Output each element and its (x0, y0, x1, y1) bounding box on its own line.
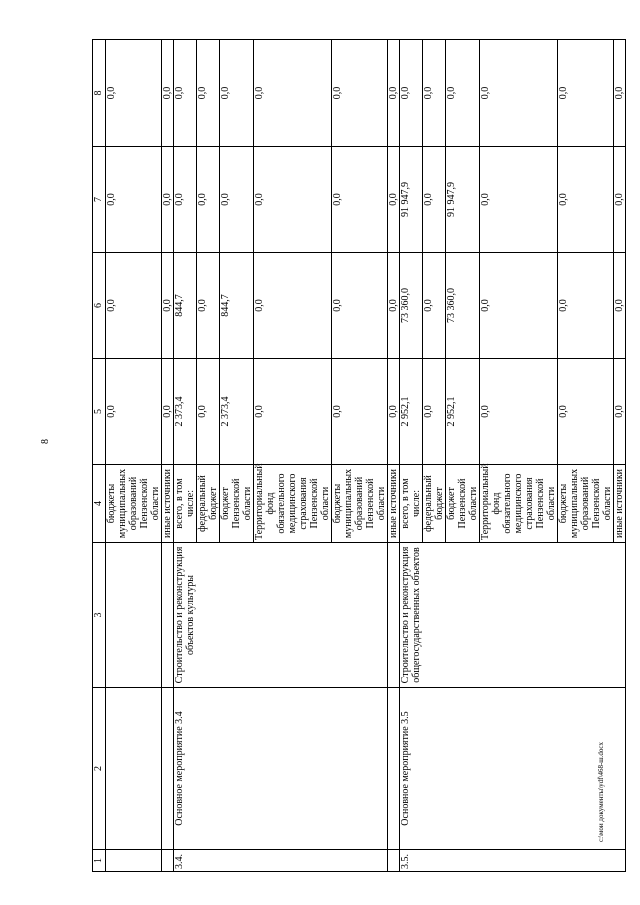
empty-cell (106, 850, 162, 872)
value-cell: 0,0 (614, 359, 626, 465)
funding-source-cell: Территориальный фонд обязательного медицинского страхования Пензенской области (254, 465, 332, 543)
footer-file-path: c:\мои документы\ydf\468-ш.docx (597, 741, 605, 842)
value-cell: 0,0 (480, 40, 558, 147)
value-cell: 0,0 (423, 147, 446, 253)
value-cell: 2 373,4 (174, 359, 197, 465)
value-cell: 844,7 (220, 253, 254, 359)
column-number: 1 (93, 850, 106, 872)
event-name-cell: Основное мероприятие 3.4 (174, 688, 388, 850)
value-cell: 0,0 (480, 253, 558, 359)
column-number: 3 (93, 543, 106, 688)
value-cell: 0,0 (254, 147, 332, 253)
funding-source-cell: бюджеты муниципальных образований Пензенской области (558, 465, 614, 543)
row-number-cell: 3.5. (400, 850, 626, 872)
value-cell: 0,0 (197, 359, 220, 465)
empty-cell (162, 543, 174, 688)
event-name-cell: Основное мероприятие 3.5 (400, 688, 626, 850)
value-cell: 0,0 (480, 359, 558, 465)
page-number: 8 (40, 439, 51, 444)
value-cell: 0,0 (162, 359, 174, 465)
funding-source-cell: иные источники (614, 465, 626, 543)
empty-cell (388, 850, 400, 872)
value-cell: 0,0 (254, 40, 332, 147)
value-cell: 2 952,1 (446, 359, 480, 465)
column-number: 2 (93, 688, 106, 850)
empty-cell (162, 688, 174, 850)
value-cell: 0,0 (558, 40, 614, 147)
value-cell: 0,0 (388, 147, 400, 253)
empty-cell (388, 543, 400, 688)
column-number: 6 (93, 253, 106, 359)
column-number-row (93, 40, 106, 872)
value-cell: 2 373,4 (220, 359, 254, 465)
funding-source-cell: бюджет Пензенской области (446, 465, 480, 543)
value-cell: 0,0 (614, 253, 626, 359)
funding-source-cell: Территориальный фонд обязательного медицинского страхования Пензенской области (480, 465, 558, 543)
column-number: 7 (93, 147, 106, 253)
value-cell: 0,0 (400, 40, 423, 147)
table-row (174, 40, 197, 872)
empty-cell (106, 688, 162, 850)
value-cell: 0,0 (388, 253, 400, 359)
value-cell: 0,0 (558, 147, 614, 253)
value-cell: 91 947,9 (446, 147, 480, 253)
value-cell: 0,0 (254, 253, 332, 359)
value-cell: 0,0 (162, 147, 174, 253)
value-cell: 0,0 (614, 40, 626, 147)
funding-source-cell: бюджеты муниципальных образований Пензенской области (106, 465, 162, 543)
funding-source-cell: всего, в том числе: (174, 465, 197, 543)
value-cell: 73 360,0 (446, 253, 480, 359)
value-cell: 0,0 (423, 359, 446, 465)
table-row (400, 40, 423, 872)
finance-table (92, 39, 626, 872)
funding-source-cell: иные источники (162, 465, 174, 543)
value-cell: 0,0 (446, 40, 480, 147)
value-cell: 0,0 (174, 40, 197, 147)
value-cell: 0,0 (388, 40, 400, 147)
value-cell: 0,0 (197, 253, 220, 359)
value-cell: 0,0 (106, 253, 162, 359)
value-cell: 0,0 (162, 40, 174, 147)
value-cell: 0,0 (388, 359, 400, 465)
row-number-cell: 3.4. (174, 850, 388, 872)
value-cell: 0,0 (332, 40, 388, 147)
value-cell: 0,0 (614, 147, 626, 253)
value-cell: 0,0 (106, 147, 162, 253)
empty-cell (106, 543, 162, 688)
event-description-cell: Строительство и реконструкция объектов культуры (174, 543, 388, 688)
funding-source-cell: бюджет Пензенской области (220, 465, 254, 543)
value-cell: 844,7 (174, 253, 197, 359)
funding-source-cell: бюджеты муниципальных образований Пензенской области (332, 465, 388, 543)
table-body (93, 40, 626, 872)
empty-cell (162, 850, 174, 872)
value-cell: 0,0 (558, 253, 614, 359)
value-cell: 0,0 (197, 147, 220, 253)
value-cell: 0,0 (162, 253, 174, 359)
table-row (162, 40, 174, 872)
value-cell: 0,0 (332, 253, 388, 359)
column-number: 8 (93, 40, 106, 147)
value-cell: 0,0 (220, 147, 254, 253)
value-cell: 0,0 (254, 359, 332, 465)
column-number: 4 (93, 465, 106, 543)
funding-source-cell: всего, в том числе: (400, 465, 423, 543)
table-row (106, 40, 162, 872)
column-number: 5 (93, 359, 106, 465)
empty-cell (388, 688, 400, 850)
value-cell: 0,0 (197, 40, 220, 147)
funding-source-cell: федеральный бюджет (423, 465, 446, 543)
value-cell: 2 952,1 (400, 359, 423, 465)
value-cell: 0,0 (106, 40, 162, 147)
funding-source-cell: иные источники (388, 465, 400, 543)
value-cell: 0,0 (332, 147, 388, 253)
value-cell: 0,0 (423, 40, 446, 147)
table-row (388, 40, 400, 872)
value-cell: 73 360,0 (400, 253, 423, 359)
value-cell: 0,0 (174, 147, 197, 253)
value-cell: 0,0 (220, 40, 254, 147)
funding-source-cell: федеральный бюджет (197, 465, 220, 543)
value-cell: 0,0 (558, 359, 614, 465)
value-cell: 0,0 (106, 359, 162, 465)
value-cell: 91 947,9 (400, 147, 423, 253)
value-cell: 0,0 (332, 359, 388, 465)
value-cell: 0,0 (423, 253, 446, 359)
value-cell: 0,0 (480, 147, 558, 253)
event-description-cell: Строительство и реконструкция общегосударственных объектов (400, 543, 626, 688)
